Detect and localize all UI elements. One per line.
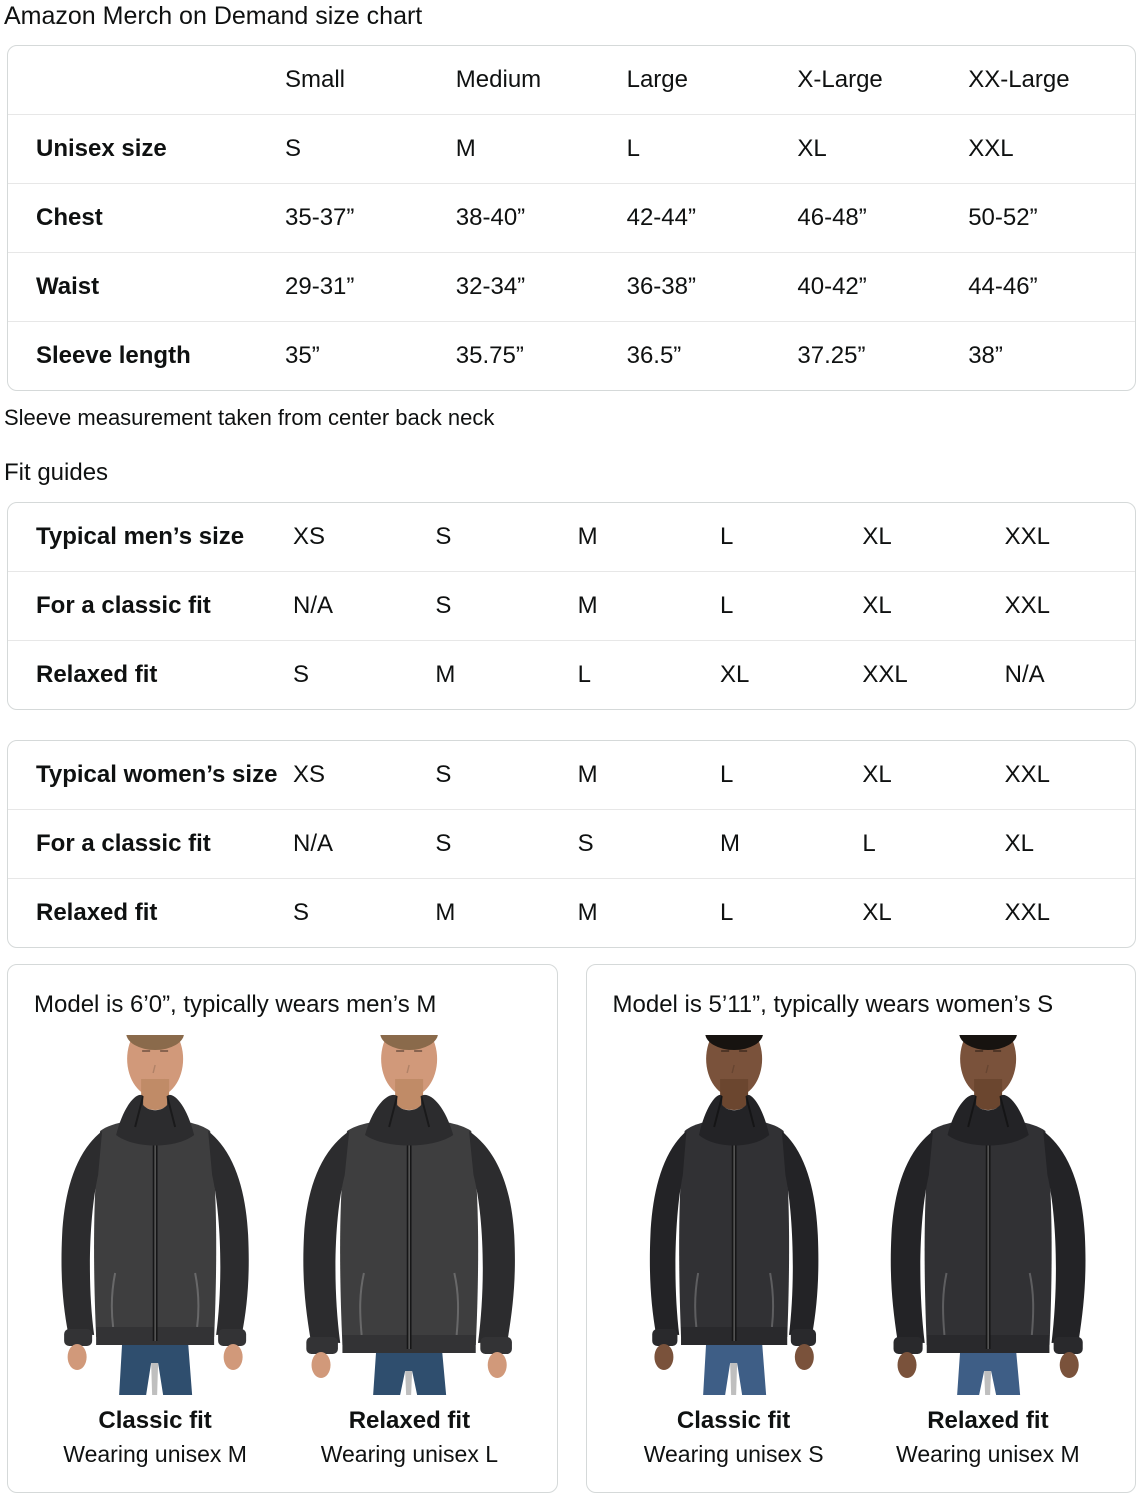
cell: 38” [968, 342, 1003, 369]
row-label: For a classic fit [36, 830, 211, 857]
model-photo-woman-relaxed-fit [863, 1035, 1113, 1395]
cell: XXL [1004, 523, 1051, 550]
cell: S [285, 135, 302, 162]
model-photo-woman-classic-fit [609, 1035, 859, 1395]
fit-caption: Relaxed fit [927, 1407, 1049, 1434]
cell: 29-31” [285, 273, 355, 300]
cell: S [435, 523, 452, 550]
cell: XL [862, 592, 892, 619]
cell: L [626, 135, 640, 162]
cell: XXL [1004, 761, 1051, 788]
row-label: Chest [36, 204, 103, 231]
row-label: Sleeve length [36, 342, 191, 369]
cell: M [455, 135, 476, 162]
cell: S [577, 830, 594, 857]
cell: M [435, 661, 456, 688]
cell: S [435, 592, 452, 619]
fit-guides-heading: Fit guides [4, 459, 109, 486]
cell: XXL [862, 661, 908, 688]
cell: N/A [293, 592, 334, 619]
table-row-typical-mens-size [8, 503, 1135, 571]
table-row-mens-relaxed-fit [8, 640, 1135, 709]
cell: 35” [285, 342, 320, 369]
model-photo-man-classic-fit [30, 1035, 280, 1395]
wearing-caption: Wearing unisex L [320, 1441, 499, 1467]
cell: L [719, 899, 734, 926]
model-figure [284, 1035, 534, 1468]
cell: M [577, 592, 598, 619]
sleeve-note: Sleeve measurement taken from center back neck [4, 405, 495, 430]
column-header-medium: Medium [455, 66, 542, 93]
model-figures [30, 1035, 535, 1468]
cell: M [577, 899, 598, 926]
table-row-typical-womens-size [8, 741, 1135, 809]
size-chart-table [7, 45, 1136, 391]
cell: XXL [1004, 592, 1051, 619]
cell: 46-48” [797, 204, 867, 231]
cell: L [862, 830, 876, 857]
row-label: Typical men’s size [36, 523, 245, 550]
cell: S [293, 661, 310, 688]
page-title: Amazon Merch on Demand size chart [4, 2, 423, 30]
cell: 35-37” [285, 204, 355, 231]
cell: XL [797, 135, 827, 162]
cell: 32-34” [455, 273, 526, 300]
cell: 37.25” [797, 342, 866, 369]
wearing-caption: Wearing unisex M [896, 1441, 1080, 1467]
cell: XL [862, 523, 892, 550]
cell: 36.5” [626, 342, 682, 369]
cell: L [719, 592, 734, 619]
cell: 36-38” [626, 273, 696, 300]
cell: 42-44” [626, 204, 696, 231]
cell: M [719, 830, 740, 857]
model-photo-man-relaxed-fit [284, 1035, 534, 1395]
cell: 35.75” [455, 342, 524, 369]
row-label: Unisex size [36, 135, 167, 162]
cell: 40-42” [797, 273, 867, 300]
cell: N/A [293, 830, 334, 857]
cell: S [435, 761, 452, 788]
cell: XXL [1004, 899, 1051, 926]
cell: XS [293, 523, 326, 550]
cell: 38-40” [455, 204, 526, 231]
row-label: For a classic fit [36, 592, 211, 619]
cell: S [435, 830, 452, 857]
cell: M [435, 899, 456, 926]
cell: L [577, 661, 592, 688]
row-label: Typical women’s size [36, 761, 278, 788]
table-row-unisex-size [8, 114, 1135, 183]
cell: M [577, 761, 598, 788]
column-header-large: Large [626, 66, 688, 93]
table-row-chest [8, 183, 1135, 252]
card-title: Model is 5’11”, typically wears women’s S [612, 991, 1054, 1018]
size-chart-header-row [8, 46, 1135, 114]
wearing-caption: Wearing unisex M [63, 1441, 247, 1467]
model-figure [30, 1035, 280, 1468]
cell: 44-46” [968, 273, 1038, 300]
cell: N/A [1004, 661, 1045, 688]
cell: XL [719, 661, 750, 688]
cell: M [577, 523, 598, 550]
mens-fit-table [7, 502, 1136, 710]
cell: L [719, 523, 734, 550]
column-header-x-large: X-Large [797, 66, 883, 93]
fit-caption: Classic fit [676, 1407, 791, 1434]
model-figure [609, 1035, 859, 1468]
cell: L [719, 761, 734, 788]
model-figures [609, 1035, 1114, 1468]
table-row-sleeve-length [8, 321, 1135, 390]
cell: XL [862, 899, 892, 926]
model-figure [863, 1035, 1113, 1468]
cell: 50-52” [968, 204, 1038, 231]
cell: XS [293, 761, 326, 788]
fit-caption: Classic fit [98, 1407, 212, 1434]
table-row-mens-classic-fit [8, 571, 1135, 640]
row-label: Relaxed fit [36, 899, 158, 926]
row-label: Waist [36, 273, 100, 300]
womens-fit-table [7, 740, 1136, 948]
fit-caption: Relaxed fit [348, 1407, 471, 1434]
model-cards [7, 964, 1136, 1493]
column-header-xx-large: XX-Large [968, 66, 1070, 93]
cell: S [293, 899, 310, 926]
row-label: Relaxed fit [36, 661, 158, 688]
card-title: Model is 6’0”, typically wears men’s M [34, 991, 437, 1018]
table-row-waist [8, 252, 1135, 321]
table-row-womens-relaxed-fit [8, 878, 1135, 947]
wearing-caption: Wearing unisex S [643, 1441, 824, 1467]
cell: XL [862, 761, 892, 788]
cell: XXL [968, 135, 1014, 162]
column-header-small: Small [285, 66, 346, 93]
cell: XL [1004, 830, 1034, 857]
mens-model-card [7, 964, 558, 1493]
womens-model-card [586, 964, 1137, 1493]
table-row-womens-classic-fit [8, 809, 1135, 878]
